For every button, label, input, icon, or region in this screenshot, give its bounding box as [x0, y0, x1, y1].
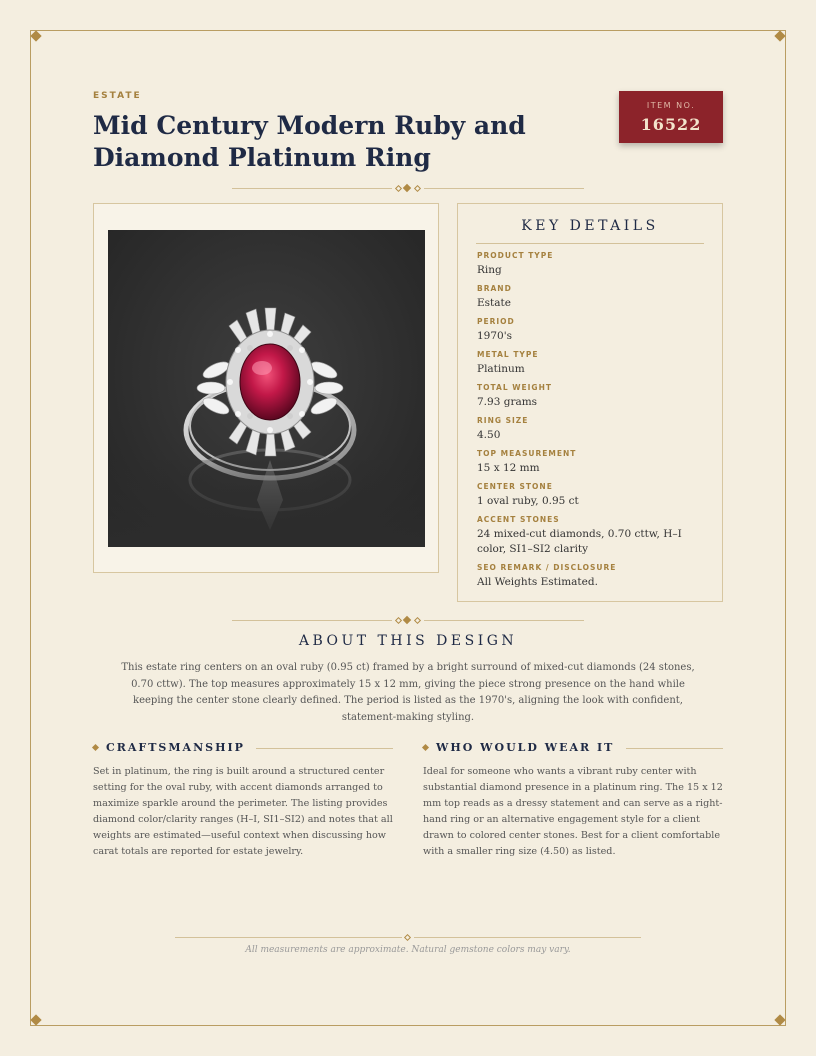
- detail-label: TOTAL WEIGHT: [477, 383, 552, 392]
- product-title: Mid Century Modern Ruby and Diamond Platinum Ring: [93, 111, 526, 172]
- item-number-badge: [619, 91, 723, 143]
- craftsmanship-text: Set in platinum, the ring is built around a structured center setting for the oval ruby, with accent diamonds arranged to maximize sparkle around the perimeter. The listing provides diamond color/clarity ranges (H–I, SI1–SI2) and notes that all weights are estimated—useful context when discussing how carat totals are reported for estate jewelry.: [93, 766, 393, 857]
- detail-label: SEO REMARK / DISCLOSURE: [477, 563, 617, 572]
- detail-value: 24 mixed-cut diamonds, 0.70 cttw, H–I color, SI1–SI2 clarity: [477, 528, 682, 555]
- detail-label: PERIOD: [477, 317, 515, 326]
- detail-value: 4.50: [477, 429, 501, 441]
- detail-value: 1 oval ruby, 0.95 ct: [477, 495, 579, 507]
- key-details-heading: KEY DETAILS: [521, 218, 659, 234]
- craftsmanship-rule: [256, 748, 393, 749]
- detail-value: Ring: [477, 264, 502, 276]
- detail-value: 1970's: [477, 330, 512, 342]
- category-label: ESTATE: [93, 91, 142, 101]
- detail-value: 15 x 12 mm: [477, 462, 540, 474]
- key-details-list: [477, 251, 707, 596]
- who-would-wear-text: Ideal for someone who wants a vibrant ruby center with substantial diamond presence in a platinum ring. The 15 x 12 mm top reads as a dressy statement and can serve as a right-hand ring or an alternative engagement style for a client drawn to colored center stones. Best for a client comfortable with a smaller ring size (4.50) as listed.: [423, 766, 723, 857]
- detail-label: METAL TYPE: [477, 350, 539, 359]
- product-photo-frame: [93, 203, 439, 573]
- detail-value: All Weights Estimated.: [477, 576, 598, 588]
- craftsmanship-heading: CRAFTSMANSHIP: [106, 741, 245, 754]
- footer-note: All measurements are approximate. Natural gemstone colors may vary.: [245, 945, 571, 955]
- ring-photo[interactable]: [108, 230, 425, 547]
- who-would-wear-rule: [626, 748, 723, 749]
- about-heading: ABOUT THIS DESIGN: [298, 633, 518, 649]
- key-details-panel: [457, 203, 723, 602]
- item-number-label: ITEM NO.: [646, 101, 696, 110]
- detail-value: Platinum: [477, 363, 525, 375]
- detail-value: Estate: [477, 297, 511, 309]
- ring-image-icon: [108, 230, 425, 547]
- detail-label: ACCENT STONES: [477, 515, 560, 524]
- about-text: This estate ring centers on an oval ruby (0.95 ct) framed by a bright surround of mixed-cut diamonds (24 stones, 0.70 cttw). The top measures approximately 15 x 12 mm, giving the piece strong presence on the hand while keeping the center stone clearly defined. The period is listed as the 1970's, aligning the look with confident, statement-making styling.: [121, 662, 695, 723]
- detail-value: 7.93 grams: [477, 396, 538, 408]
- who-would-wear-heading: WHO WOULD WEAR IT: [436, 741, 615, 754]
- item-number-value: 16522: [640, 115, 702, 134]
- detail-label: PRODUCT TYPE: [477, 251, 554, 260]
- detail-label: RING SIZE: [477, 416, 529, 425]
- detail-label: CENTER STONE: [477, 482, 553, 491]
- detail-label: TOP MEASUREMENT: [477, 449, 577, 458]
- details-divider: [476, 243, 704, 244]
- detail-label: BRAND: [477, 284, 512, 293]
